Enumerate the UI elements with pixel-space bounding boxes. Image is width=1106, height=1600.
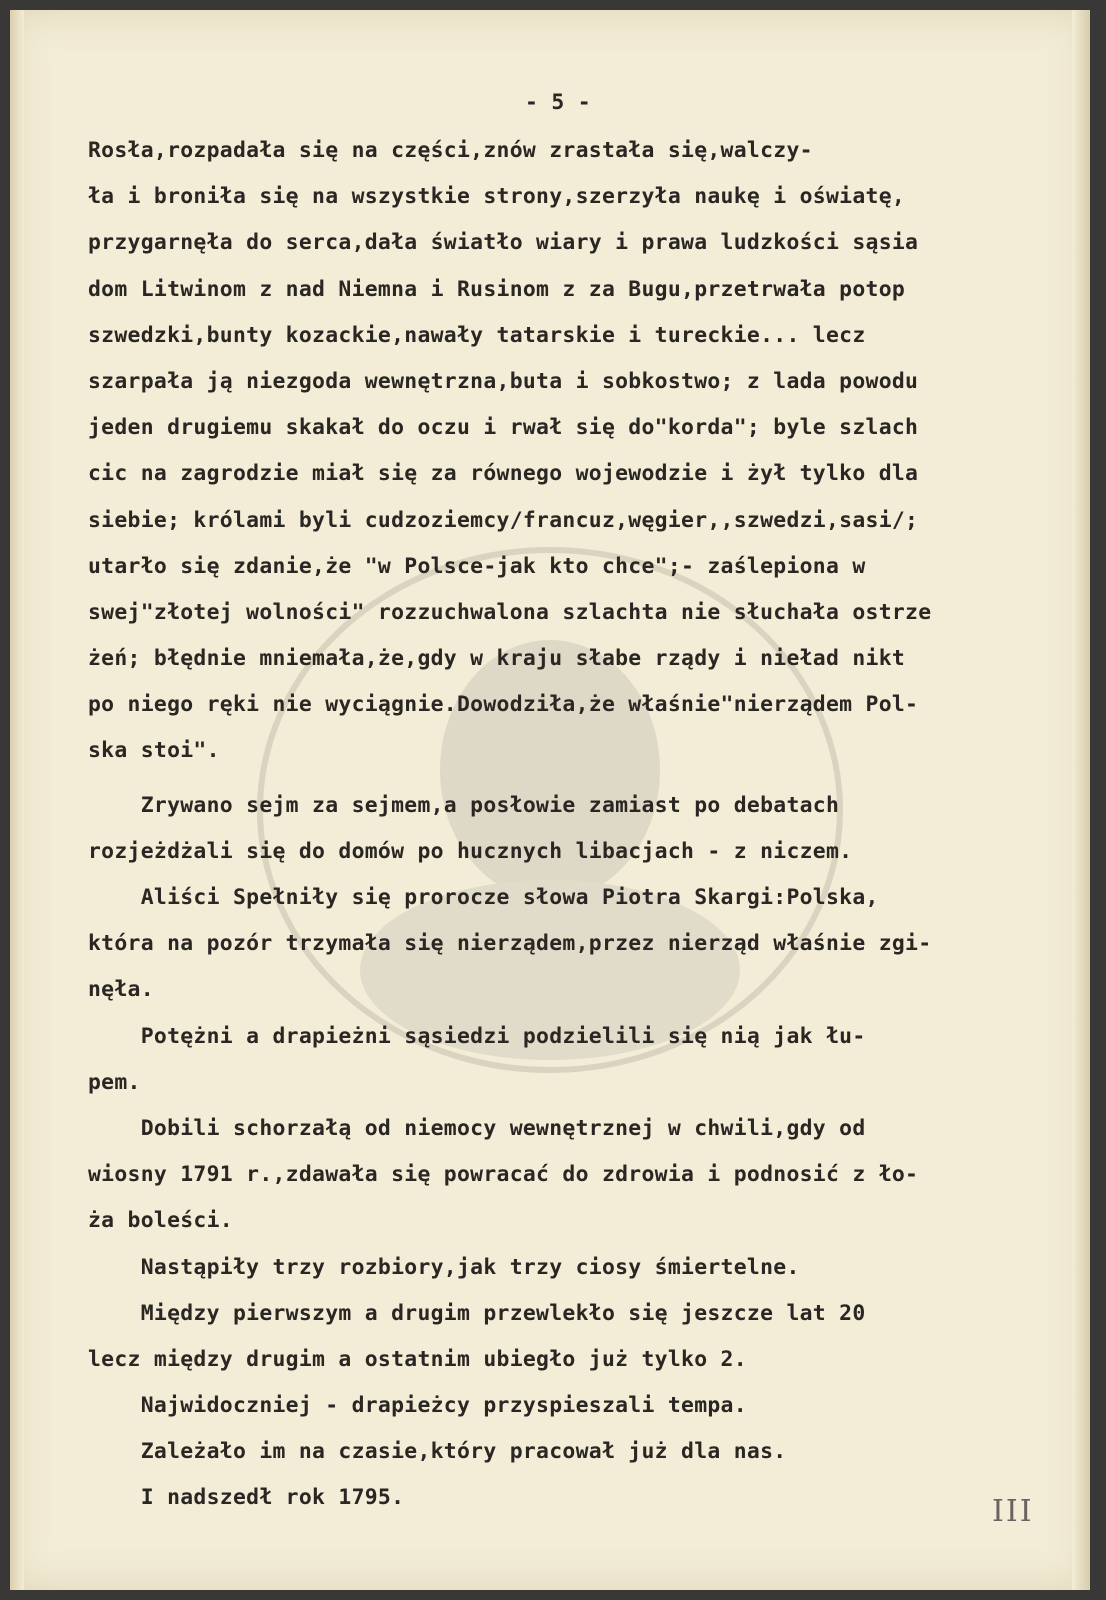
text-line: lecz między drugim a ostatnim ubiegło już tylko 2. — [88, 1346, 747, 1372]
text-line: I nadszedł rok 1795. — [88, 1485, 405, 1511]
text-line: ża boleści. — [88, 1208, 233, 1234]
text-line: wiosny 1791 r.,zdawała się powracać do zdrowia i podnosić z ło- — [88, 1162, 919, 1188]
text-line: Między pierwszym a drugim przewlekło się jeszcze lat 20 — [88, 1300, 866, 1326]
text-line: która na pozór trzymała się nierządem,przez nierząd właśnie zgi- — [88, 931, 932, 957]
text-line: ska stoi". — [88, 738, 220, 764]
text-line: Nastąpiły trzy rozbiory,jak trzy ciosy śmiertelne. — [88, 1254, 800, 1280]
page-left-edge — [10, 10, 24, 1590]
text-line: Potężni a drapieżni sąsiedzi podzielili się nią jak łu- — [88, 1023, 866, 1049]
page-right-edge — [1072, 10, 1090, 1590]
text-line: po niego ręki nie wyciągnie.Dowodziła,że właśnie"nierządem Pol- — [88, 692, 919, 718]
typed-text-block — [88, 86, 1058, 1522]
text-line: dom Litwinom z nad Niemna i Rusinom z za Bugu,przetrwała potop — [88, 276, 906, 302]
text-line: rozjeżdżali się do domów po hucznych libacjach - z niczem. — [88, 838, 853, 864]
text-line: swej"złotej wolności" rozzuchwalona szlachta nie słuchała ostrze — [88, 599, 932, 625]
text-line: Aliści Spełniły się prorocze słowa Piotra Skargi:Polska, — [88, 885, 879, 910]
text-line: cic na zagrodzie miał się za równego wojewodzie i żył tylko dla — [88, 461, 919, 487]
text-line: Dobili schorzałą od niemocy wewnętrznej w chwili,gdy od — [88, 1115, 866, 1141]
page-number: - 5 - — [525, 90, 591, 115]
text-line: szarpała ją niezgoda wewnętrzna,buta i sobkostwo; z lada powodu — [88, 368, 919, 394]
document-page — [10, 10, 1090, 1590]
text-line: Zależało im na czasie,który pracował już dla nas. — [88, 1439, 787, 1465]
text-line: nęła. — [88, 977, 154, 1003]
text-line: utarło się zdanie,że "w Polsce-jak kto chce";- zaślepiona w — [88, 553, 866, 579]
text-line: Rosła,rozpadała się na części,znów zrastała się,walczy- — [88, 138, 813, 163]
text-line: szwedzki,bunty kozackie,nawały tatarskie i tureckie... lecz — [88, 322, 866, 348]
handwritten-page-mark: III — [992, 1494, 1034, 1529]
text-line: pem. — [88, 1069, 141, 1095]
text-line: Zrywano sejm za sejmem,a posłowie zamiast po debatach — [88, 792, 840, 818]
text-line: żeń; błędnie mniemała,że,gdy w kraju słabe rządy i nieład nikt — [88, 646, 906, 672]
text-line: siebie; królami byli cudzoziemcy/francuz,węgier,,szwedzi,sasi/; — [88, 507, 919, 533]
text-line: przygarnęła do serca,dała światło wiary i prawa ludzkości sąsia — [88, 230, 919, 256]
text-line: jeden drugiemu skakał do oczu i rwał się do"korda"; byle szlach — [88, 415, 919, 441]
text-line: Najwidoczniej - drapieżcy przyspieszali tempa. — [88, 1393, 747, 1419]
text-line: ła i broniła się na wszystkie strony,szerzyła naukę i oświatę, — [88, 184, 906, 210]
